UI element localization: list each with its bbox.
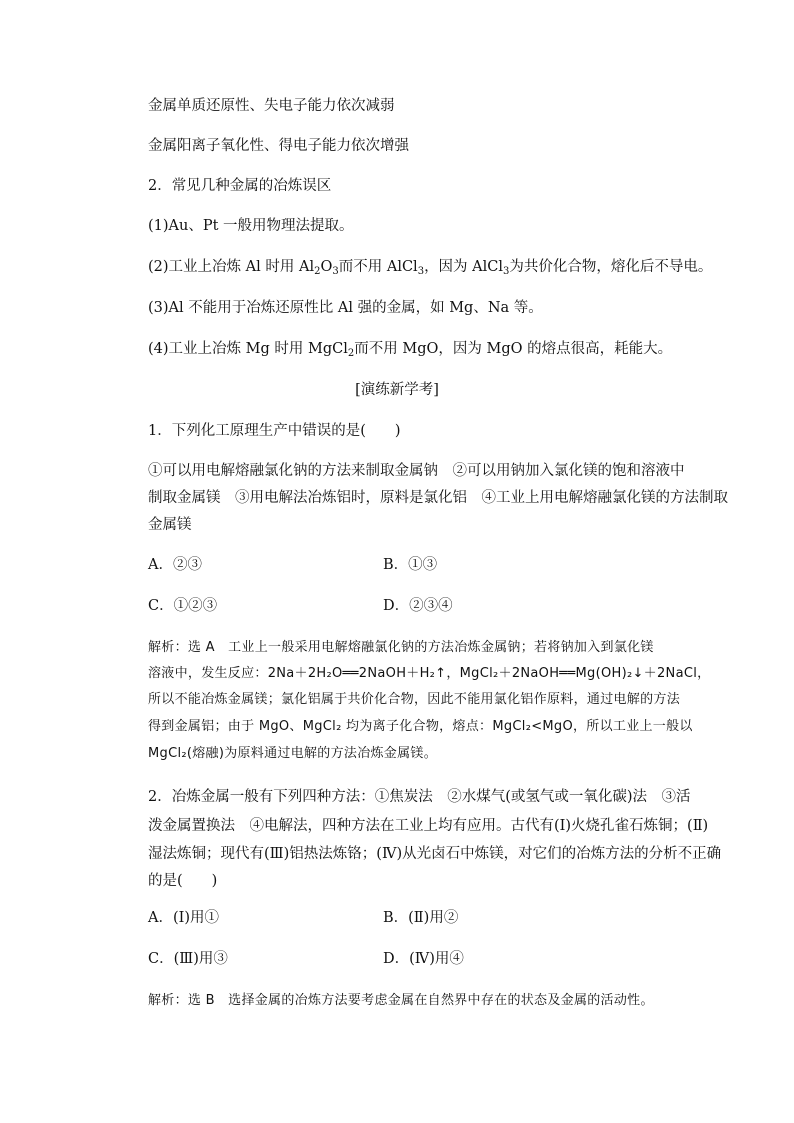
question-2-option-d: D．(Ⅳ)用④ [383, 951, 464, 967]
question-2-option-a: A．(Ⅰ)用① [148, 910, 220, 926]
question-1-body-line-2: 制取金属镁 ③用电解法冶炼铝时，原料是氯化铝 ④工业上用电解熔融氯化镁的方法制取 [148, 490, 728, 506]
misconception-item-2: (2)工业上冶炼 Al 时用 $Al_2O_3$而不用 AlCl$_3$，因为 AlCl$_3$为共价化合物，熔化后不导电。 [148, 259, 713, 277]
question-1-stem: 1．下列化工原理生产中错误的是( ) [148, 423, 401, 439]
question-2-stem-line-4: 的是( ) [148, 873, 218, 889]
question-1-option-a: A．②③ [148, 557, 202, 573]
question-1-explanation-line-2: 溶液中，发生反应：2Na＋2H₂O══2NaOH＋H₂↑，MgCl₂＋2NaOH══Mg(OH)₂↓＋2NaCl， [148, 666, 711, 681]
question-1-option-b: B．①③ [383, 557, 438, 573]
question-2-explanation-line-1: 解析：选 B 选择金属的冶炼方法要考虑金属在自然界中存在的状态及金属的活动性。 [148, 993, 654, 1008]
misconception-item-1: (1)Au、Pt 一般用物理法提取。 [148, 218, 354, 234]
question-1-option-d: D．②③④ [383, 598, 453, 614]
section-heading: 2．常见几种金属的冶炼误区 [148, 178, 332, 194]
question-1-explanation-line-3: 所以不能冶炼金属镁；氯化铝属于共价化合物，因此不能用氯化铝作原料，通过电解的方法 [148, 692, 681, 707]
question-2-stem-line-3: 湿法炼铜；现代有(Ⅲ)铝热法炼铬；(Ⅳ)从光卤石中炼镁，对它们的冶炼方法的分析不正确 [148, 846, 722, 862]
question-1-body-line-3: 金属镁 [148, 517, 192, 533]
question-1-body-line-1: ①可以用电解熔融氯化钠的方法来制取金属钠 ②可以用钠加入氯化镁的饱和溶液中 [148, 463, 685, 479]
summary-line-1: 金属单质还原性、失电子能力依次减弱 [148, 98, 395, 114]
question-1-explanation-line-1: 解析：选 A 工业上一般采用电解熔融氯化钠的方法冶炼金属钠；若将钠加入到氯化镁 [148, 640, 654, 655]
question-1-option-c: C．①②③ [148, 598, 218, 614]
question-1-explanation-line-5: MgCl₂(熔融)为原料通过电解的方法冶炼金属镁。 [148, 746, 438, 761]
question-1-explanation-line-4: 得到金属铝；由于 MgO、MgCl₂ 均为离子化合物，熔点：MgCl₂<MgO，所以工业上一般以 [148, 719, 693, 734]
misconception-item-4: (4)工业上冶炼 Mg 时用 MgCl$_2$而不用 MgO，因为 MgO 的熔点很高，耗能大。 [148, 341, 673, 359]
misconception-item-3: (3)Al 不能用于冶炼还原性比 Al 强的金属，如 Mg、Na 等。 [148, 300, 543, 316]
practice-section-title: [演练新学考] [355, 382, 439, 398]
summary-line-2: 金属阳离子氧化性、得电子能力依次增强 [148, 138, 409, 154]
question-2-option-c: C．(Ⅲ)用③ [148, 951, 228, 967]
question-2-option-b: B．(Ⅱ)用② [383, 910, 459, 926]
question-2-stem-line-2: 泼金属置换法 ④电解法，四种方法在工业上均有应用。古代有(Ⅰ)火烧孔雀石炼铜；(Ⅱ) [148, 818, 709, 834]
question-2-stem-line-1: 2．冶炼金属一般有下列四种方法：①焦炭法 ②水煤气(或氢气或一氧化碳)法 ③活 [148, 789, 691, 805]
